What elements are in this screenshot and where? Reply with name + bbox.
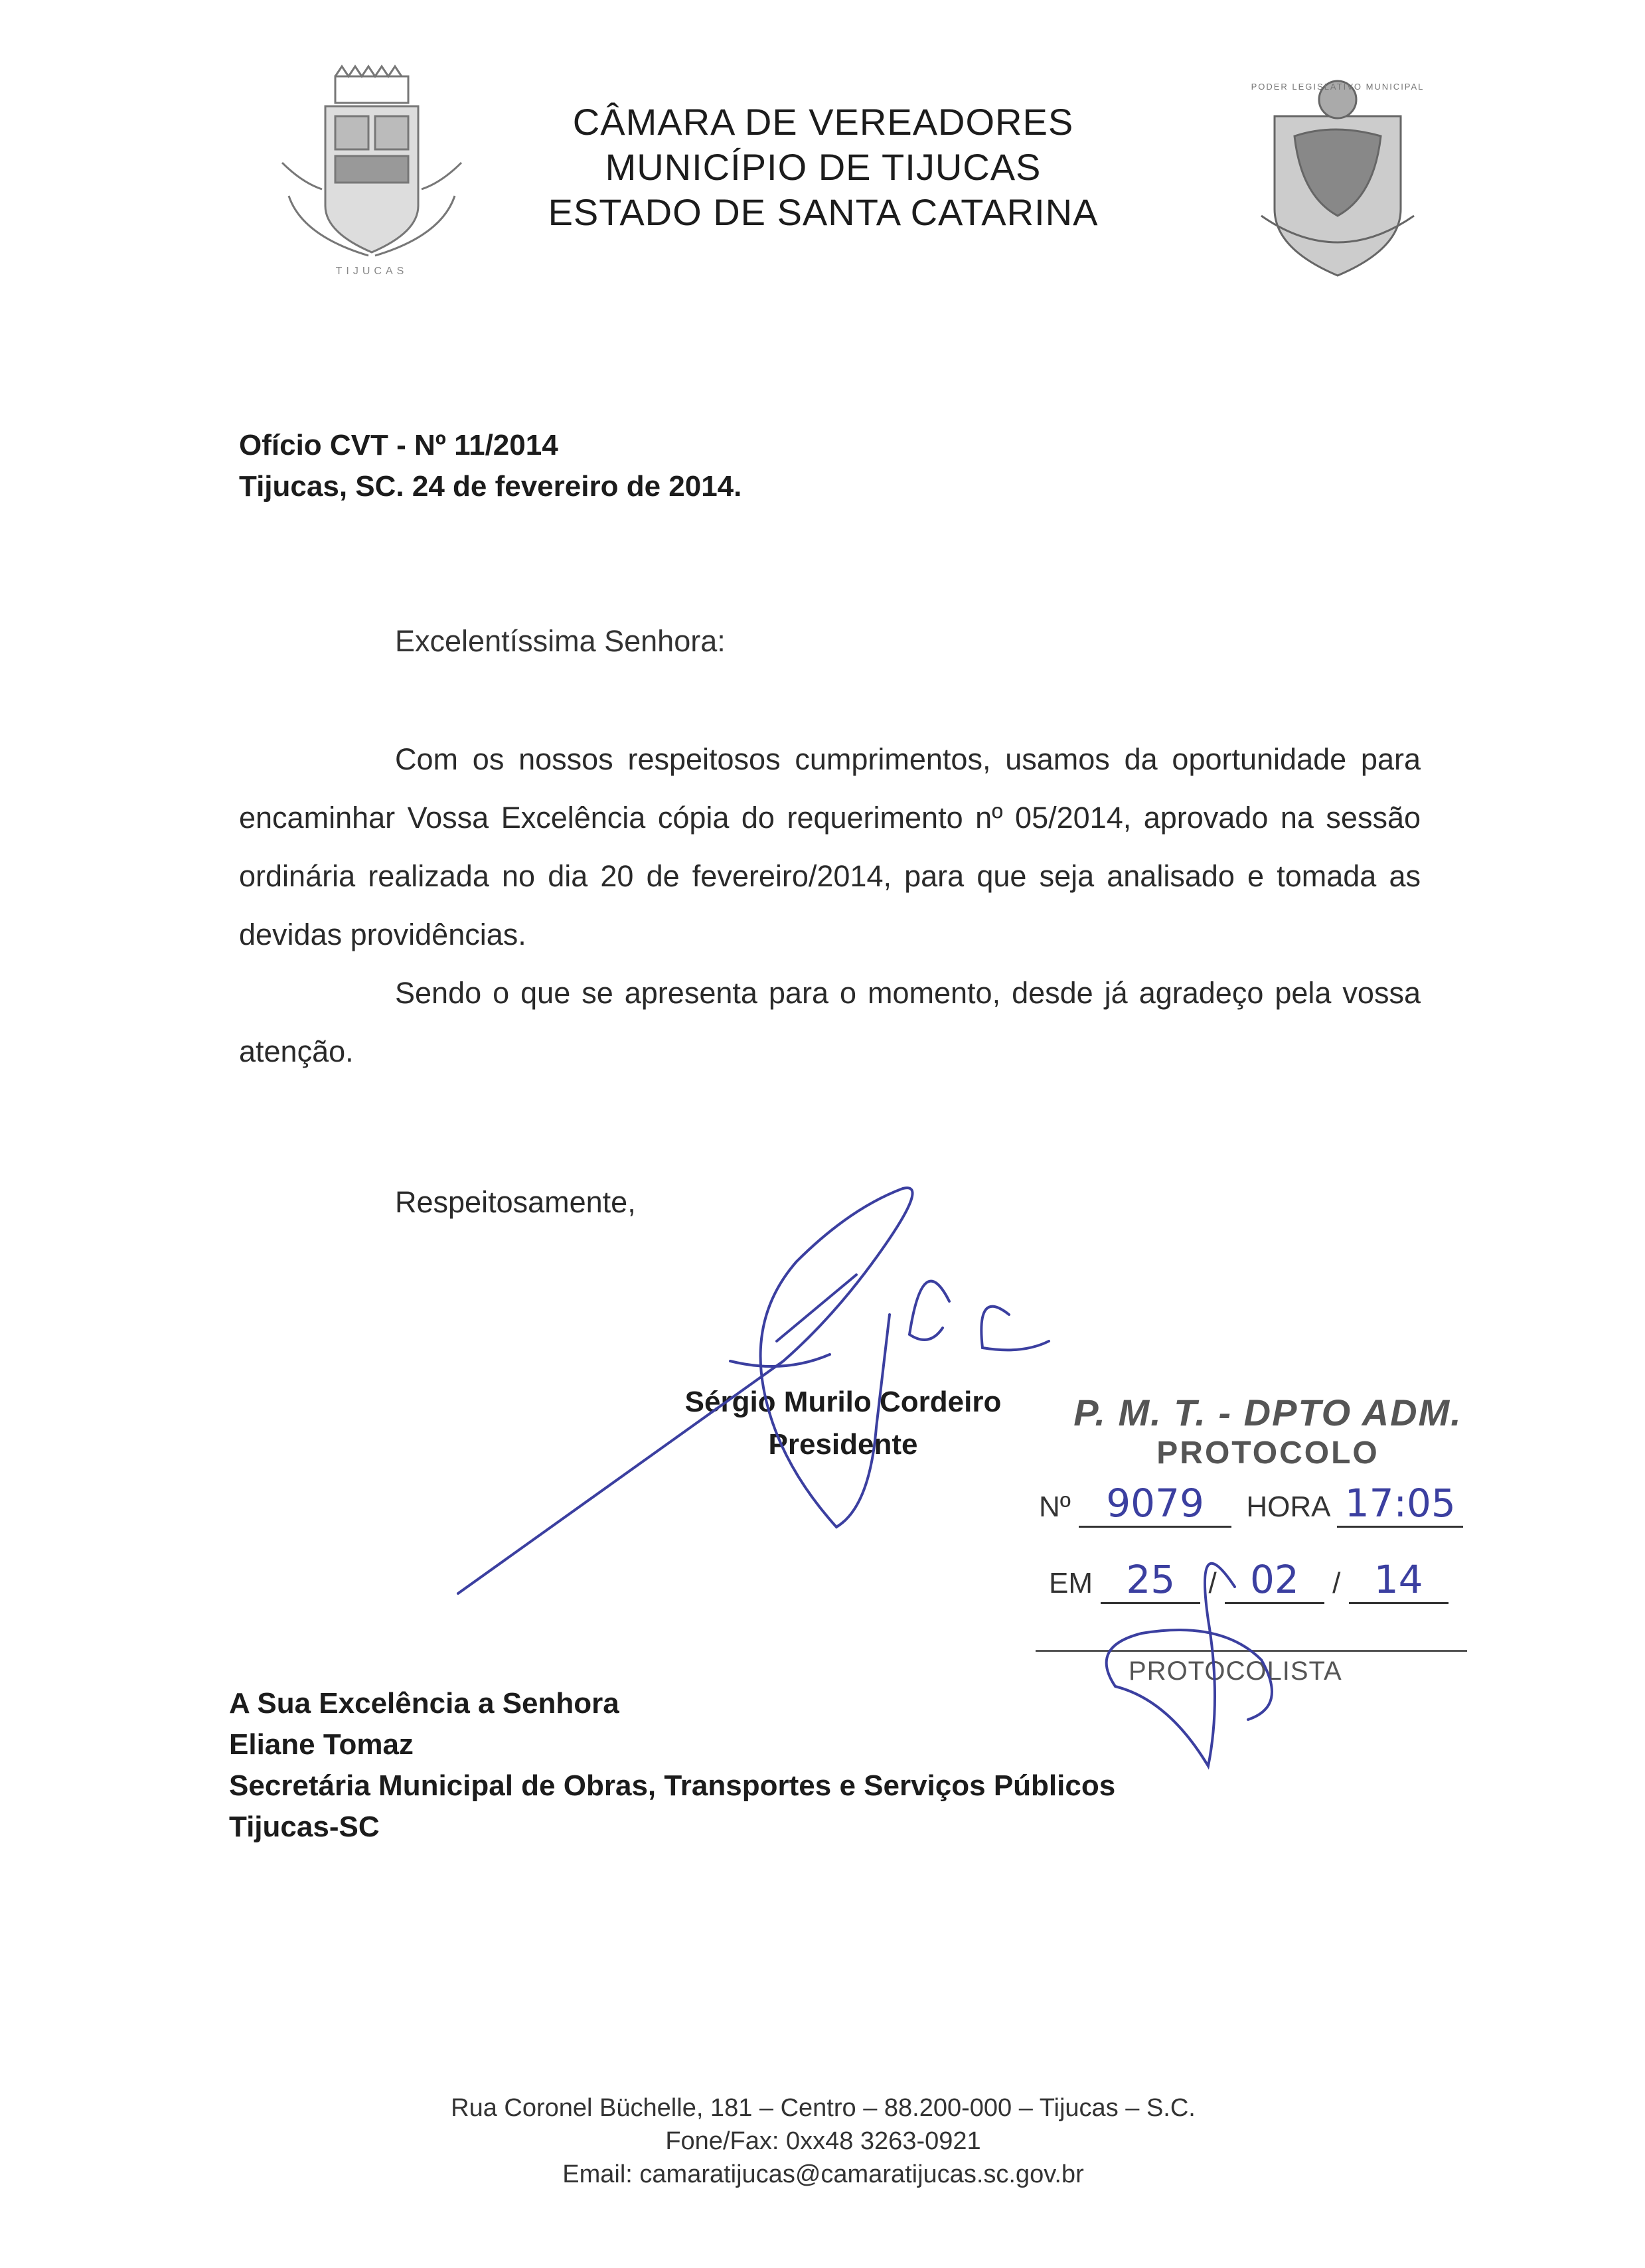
stamp-number-value: 9079 — [1079, 1481, 1231, 1528]
stamp-organization: P. M. T. - DPTO ADM. — [1073, 1392, 1462, 1433]
footer-email: Email: camaratijucas@camaratijucas.sc.gov.br — [562, 2160, 1084, 2188]
stamp-clerk-label: PROTOCOLISTA — [1129, 1657, 1342, 1686]
stamp-date-label: EM — [1049, 1567, 1093, 1599]
addressee-name: Eliane Tomaz — [229, 1728, 414, 1761]
document-date: Tijucas, SC. 24 de fevereiro de 2014. — [239, 470, 742, 503]
stamp-date-row — [1049, 1557, 1449, 1604]
letterhead-municipality: MUNICÍPIO DE TIJUCAS — [605, 146, 1042, 188]
closing: Respeitosamente, — [395, 1185, 636, 1219]
addressee-block — [229, 1683, 1115, 1848]
stamp-time-value: 17:05 — [1337, 1481, 1463, 1528]
footer-phone: Fone/Fax: 0xx48 3263-0921 — [665, 2127, 981, 2155]
stamp-signature-line — [1036, 1650, 1467, 1652]
signatory-title: Presidente — [768, 1428, 918, 1461]
body-paragraph: Com os nossos respeitosos cumprimentos, usamos da oportunidade para encaminhar Vossa Excelência cópia do requerimento nº 05/2014, aprovado na sessão ordinária realizada no dia 20 de fevereiro/2014, para que seja analisado e tomada as devidas providências. — [239, 742, 1421, 951]
stamp-number-row — [1039, 1481, 1463, 1528]
protocol-stamp — [1036, 1391, 1500, 1472]
signatory-name: Sérgio Murilo Cordeiro — [684, 1386, 1002, 1418]
stamp-title: PROTOCOLO — [1156, 1435, 1379, 1471]
footer-address: Rua Coronel Büchelle, 181 – Centro – 88.200-000 – Tijucas – S.C. — [451, 2094, 1196, 2122]
body-paragraph: Sendo o que se apresenta para o momento, desde já agradeço pela vossa atenção. — [239, 976, 1421, 1068]
letterhead-chamber: CÂMARA DE VEREADORES — [572, 101, 1074, 143]
letter-body — [239, 730, 1421, 1081]
letterhead — [465, 100, 1182, 235]
addressee-salutation: A Sua Excelência a Senhora — [229, 1687, 619, 1720]
addressee-city: Tijucas-SC — [229, 1811, 380, 1843]
president-signature-initials — [909, 1281, 1049, 1350]
document-reference — [239, 425, 742, 507]
stamp-date-day: 25 — [1101, 1557, 1200, 1604]
svg-text:PODER LEGISLATIVO MUNICIPAL: PODER LEGISLATIVO MUNICIPAL — [1251, 82, 1425, 92]
svg-text:TIJUCAS: TIJUCAS — [335, 266, 408, 277]
president-signature-stroke — [730, 1275, 856, 1366]
salutation: Excelentíssima Senhora: — [395, 624, 726, 658]
stamp-date-month: 02 — [1225, 1557, 1324, 1604]
legislative-seal-icon — [1235, 63, 1441, 289]
stamp-date-separator: / — [1208, 1567, 1217, 1599]
signatory-block — [611, 1381, 1075, 1466]
stamp-number-label: Nº — [1039, 1491, 1071, 1523]
stamp-time-label: HORA — [1246, 1491, 1330, 1523]
footer — [358, 2091, 1288, 2191]
municipal-coat-of-arms-icon — [262, 63, 481, 282]
stamp-date-year: 14 — [1349, 1557, 1449, 1604]
office-number: Ofício CVT - Nº 11/2014 — [239, 429, 558, 461]
letterhead-state: ESTADO DE SANTA CATARINA — [548, 191, 1099, 233]
stamp-date-separator: / — [1332, 1567, 1341, 1599]
addressee-position: Secretária Municipal de Obras, Transportes e Serviços Públicos — [229, 1769, 1116, 1802]
